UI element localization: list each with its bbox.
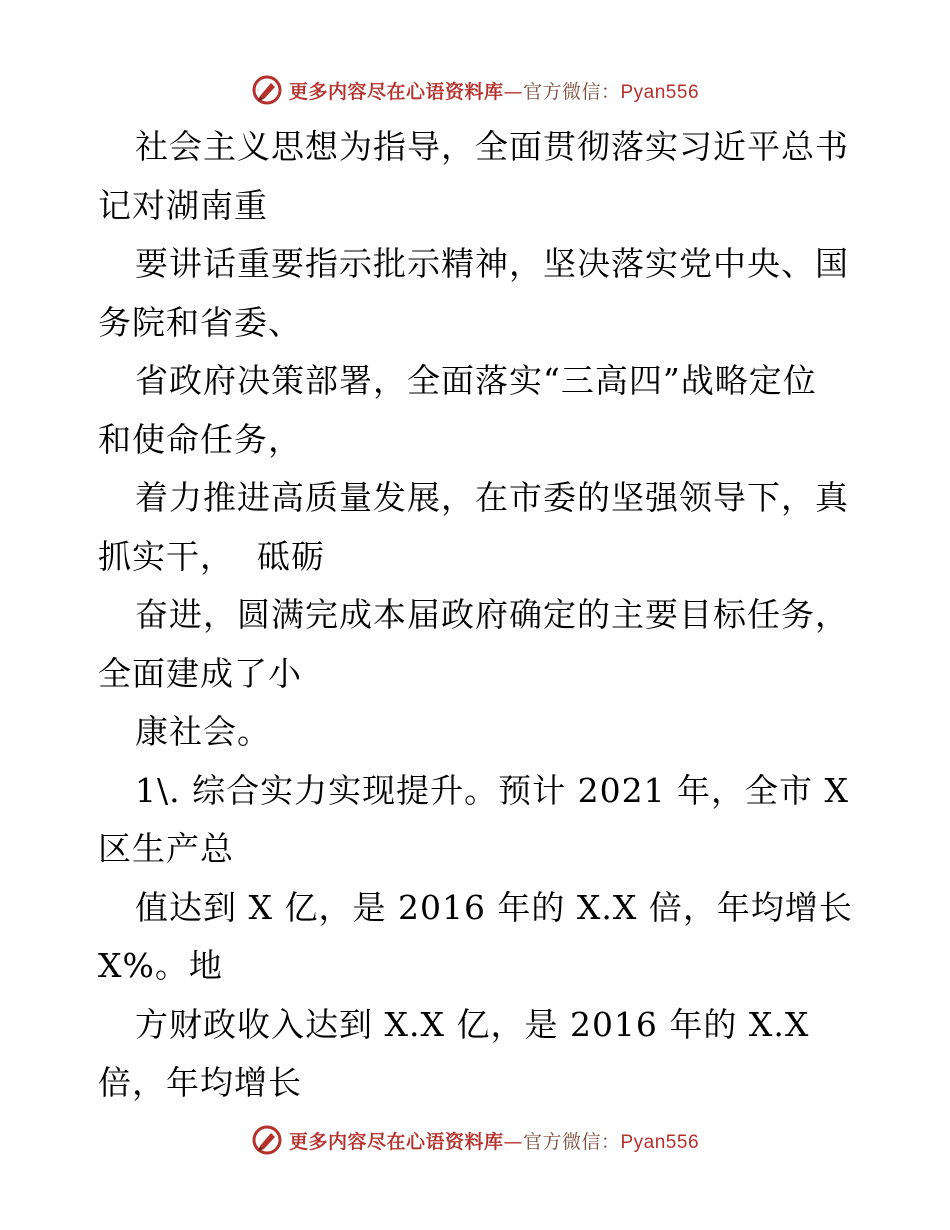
banner-text	[289, 77, 699, 104]
paragraph-line: 要讲话重要指示批示精神，坚决落实党中央、国	[135, 244, 849, 283]
paragraph-line: 着力推进高质量发展，在市委的坚强领导下，真	[135, 478, 849, 517]
paragraph-continuation: 务院和省委、	[98, 302, 302, 342]
paragraph-continuation: X%。地	[98, 946, 223, 985]
pen-logo-icon	[251, 74, 283, 106]
banner-handle: Pyan556	[620, 1131, 700, 1153]
paragraph-line: 1\. 综合实力实现提升。预计 2021 年，全市 X	[135, 770, 850, 810]
paragraph-continuation: 区生产总	[98, 829, 234, 868]
banner-title: 更多内容尽在心语资料库	[288, 80, 504, 103]
paragraph-line: 方财政收入达到 X.X 亿，是 2016 年的 X.X	[135, 1004, 810, 1044]
banner-wechat-label: 官方微信：	[522, 1130, 621, 1153]
paragraph-continuation: 抓实干， 砥砺	[98, 536, 325, 576]
paragraph-continuation: 记对湖南重	[98, 185, 268, 225]
banner-title: 更多内容尽在心语资料库	[288, 1130, 504, 1153]
paragraph-line: 奋进，圆满完成本届政府确定的主要目标任务，	[135, 595, 849, 634]
footer-banner	[0, 1120, 950, 1160]
paragraph-line: 康社会。	[135, 712, 271, 751]
paragraph-line: 社会主义思想为指导，全面贯彻落实习近平总书	[135, 127, 849, 166]
paragraph-continuation: 全面建成了小	[98, 653, 302, 693]
banner-dash: —	[503, 1130, 523, 1153]
document-body	[98, 118, 858, 1113]
banner-handle: Pyan556	[620, 81, 700, 103]
banner-wechat-label: 官方微信：	[522, 80, 621, 103]
paragraph-line: 值达到 X 亿，是 2016 年的 X.X 倍，年均增长	[135, 887, 853, 927]
pen-logo-icon	[251, 1124, 283, 1156]
header-banner	[0, 70, 950, 110]
paragraph-line: 省政府决策部署，全面落实“三高四”战略定位	[135, 361, 817, 400]
paragraph-continuation: 倍，年均增长	[98, 1063, 302, 1102]
banner-dash: —	[503, 80, 523, 103]
paragraph-continuation: 和使命任务，	[98, 419, 302, 459]
banner-text	[289, 1127, 699, 1154]
